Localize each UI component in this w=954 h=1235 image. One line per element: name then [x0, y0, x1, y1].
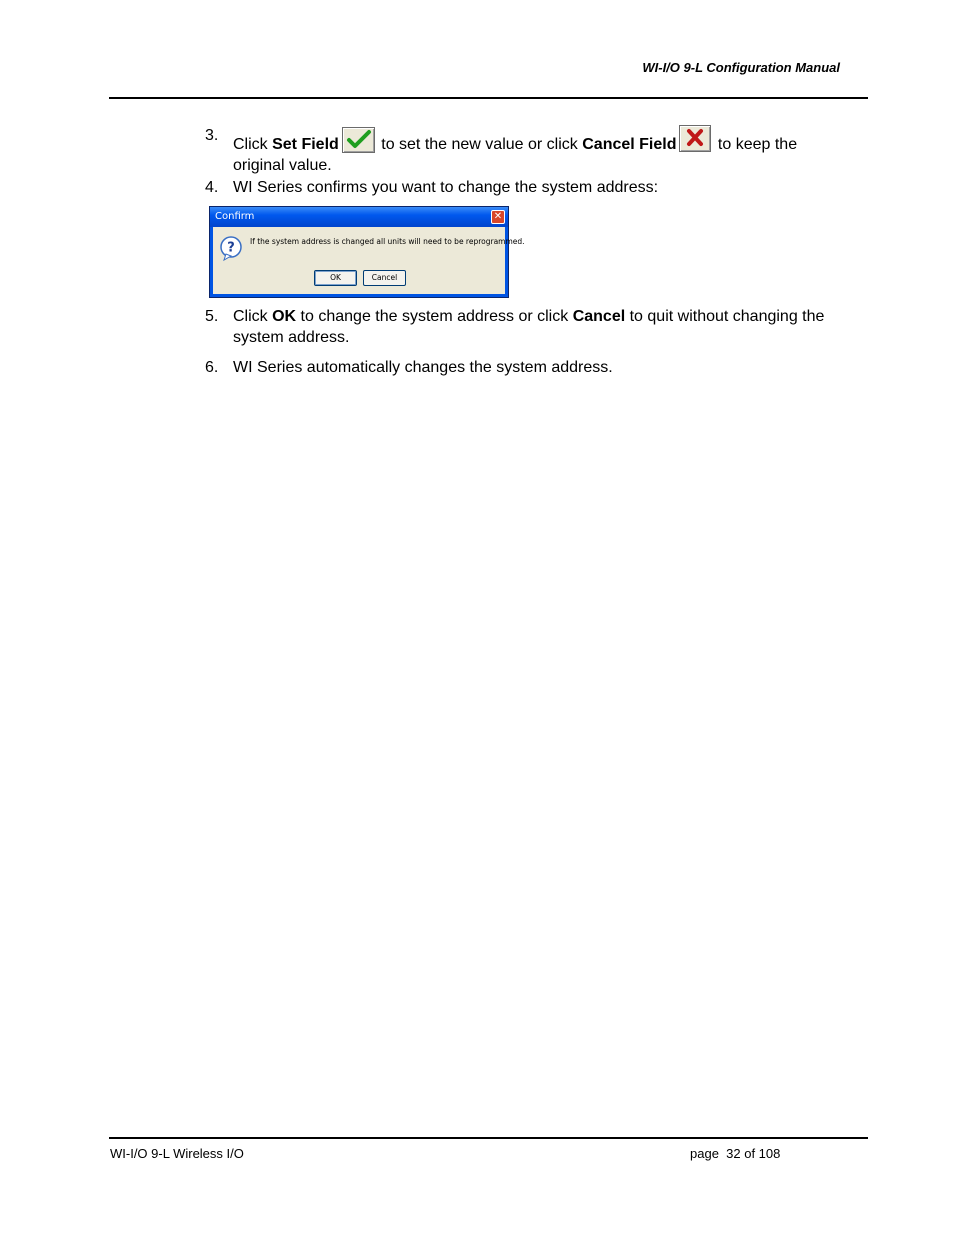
cancel-button[interactable]: Cancel [363, 270, 406, 286]
step-text: WI Series automatically changes the system address. [233, 359, 613, 376]
step-6 [205, 357, 855, 379]
checkmark-icon [346, 129, 372, 151]
step-5 [205, 306, 855, 350]
step-4 [205, 177, 855, 199]
step-number: 3. [205, 127, 219, 144]
ok-button[interactable]: OK [314, 270, 357, 286]
header-rule [109, 97, 868, 99]
step-text-part: to quit without changing the system address. [233, 308, 825, 346]
page-header-title: WI-I/O 9-L Configuration Manual [642, 60, 840, 75]
footer-page-number: page 32 of 108 [690, 1146, 781, 1161]
question-icon [220, 236, 244, 267]
step-number: 4. [205, 179, 219, 196]
step-text [233, 306, 853, 348]
cancel-field-label: Cancel Field [582, 136, 677, 153]
step-text-part: Click [233, 308, 273, 325]
dialog-client-area [213, 227, 525, 294]
step-number: 5. [205, 308, 219, 325]
cancel-field-button [679, 125, 711, 152]
set-field-label: Set Field [272, 136, 339, 153]
step-text [233, 125, 853, 176]
step-text-part: to keep the original value. [233, 136, 798, 174]
step-3 [205, 125, 855, 174]
step-text-part: to set the new value or click [376, 136, 583, 153]
step-text-part: Click [233, 136, 273, 153]
confirm-dialog [209, 206, 525, 298]
dialog-title: Confirm [215, 211, 255, 222]
dialog-title-bar [210, 207, 508, 227]
step-text: WI Series confirms you want to change the system address: [233, 179, 659, 196]
dialog-close-button[interactable]: ✕ [491, 210, 505, 224]
ok-label: OK [272, 308, 297, 325]
footer-product: WI-I/O 9-L Wireless I/O [110, 1146, 244, 1161]
svg-text:?: ? [227, 240, 235, 256]
cross-icon [683, 127, 707, 149]
cancel-label: Cancel [572, 308, 626, 325]
step-text-part: to change the system address or click [296, 308, 573, 325]
set-field-button [342, 127, 375, 153]
dialog-message: If the system address is changed all units will need to be reprogrammed. [250, 237, 525, 246]
step-number: 6. [205, 359, 219, 376]
footer-rule [109, 1137, 868, 1139]
